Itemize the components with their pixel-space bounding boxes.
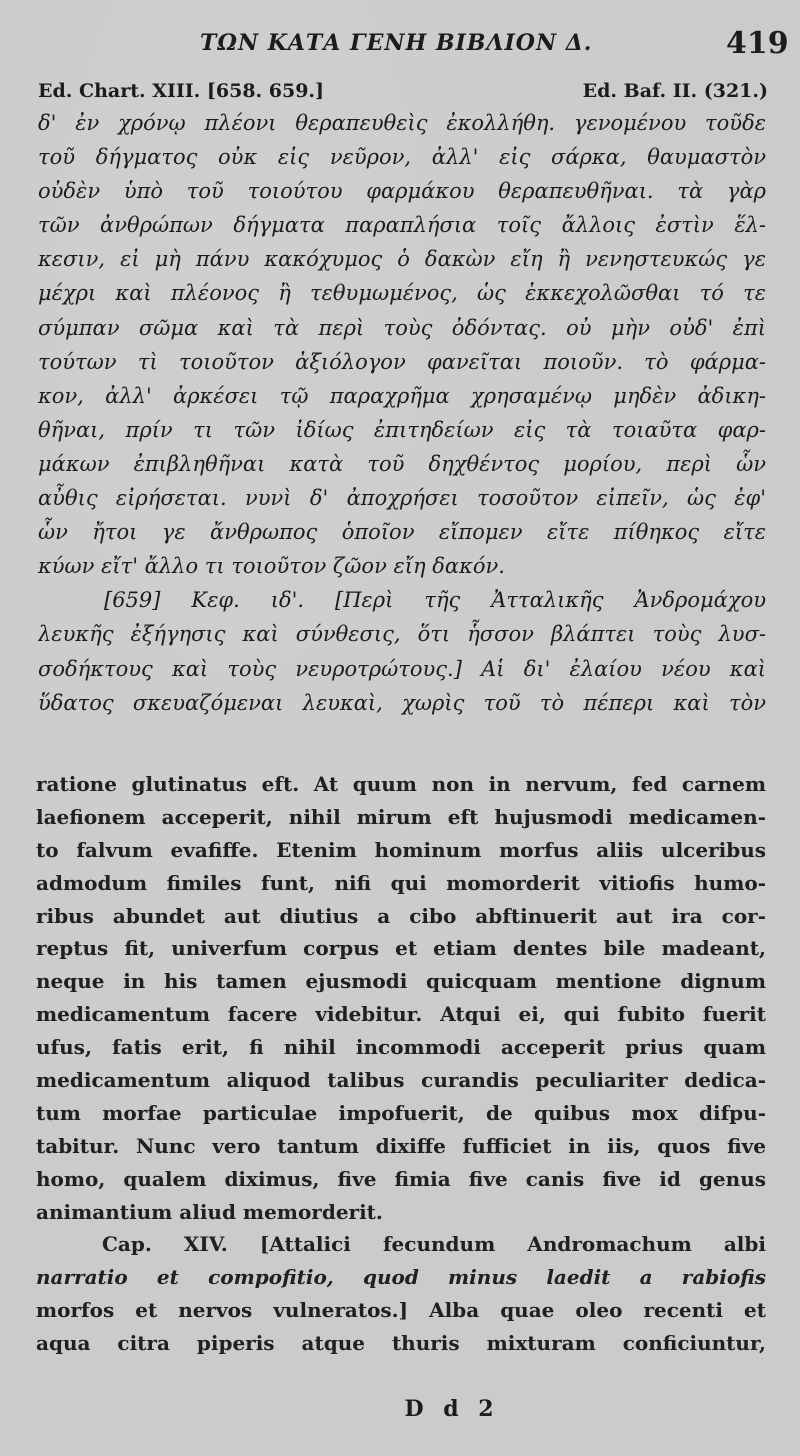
latin-line: ufus, fatis erit, fi nihil incommodi acceperit prius quam: [36, 1035, 766, 1060]
latin-line: medicamentum facere videbitur. Atqui ei, qui fubito fuerit: [36, 1002, 766, 1027]
page-number: 419: [726, 26, 789, 61]
greek-line: ὕδατος σκευαζόμεναι λευκαὶ, χωρὶς τοῦ τὸ πέπερι καὶ τὸν: [38, 690, 766, 715]
latin-line: reptus fit, univerfum corpus et etiam dentes bile madeant,: [36, 936, 766, 961]
latin-text-block: [36, 768, 766, 1360]
latin-line: laefionem acceperit, nihil mirum eft hujusmodi medicamen-: [36, 804, 766, 829]
latin-line: aqua citra piperis atque thuris mixturam conficiuntur,: [36, 1331, 766, 1356]
greek-line: μέχρι καὶ πλέονος ἢ τεθυμωμένος, ὡς ἐκκεχολῶσθαι τό τε: [38, 281, 766, 306]
signature-mark: [0, 1396, 800, 1422]
latin-line: morfos et nervos vulneratos.] Alba quae oleo recenti et: [36, 1298, 766, 1323]
greek-line: θῆναι, πρίν τι τῶν ἰδίως ἐπιτηδείων εἰς τὰ τοιαῦτα φαρ-: [38, 417, 766, 442]
latin-line: animantium aliud memorderit.: [36, 1199, 383, 1224]
greek-line: αὖθις εἰρήσεται. νυνὶ δ' ἀποχρήσει τοσοῦτον εἰπεῖν, ὡς ἐφ': [38, 486, 766, 511]
greek-line: σοδήκτους καὶ τοὺς νευροτρώτους.] Αἱ δι' ἐλαίου νέου καὶ: [38, 656, 766, 681]
latin-line: to falvum evafiffe. Etenim hominum morfus aliis ulceribus: [36, 837, 766, 862]
latin-line: neque in his tamen ejusmodi quicquam mentione dignum: [36, 969, 766, 994]
running-header: [0, 24, 800, 60]
header-title: ΤΩΝ ΚΑΤΑ ΓΕΝΗ ΒΙΒΛΙΟΝ Δ.: [200, 30, 593, 56]
greek-line: μάκων ἐπιβληθῆναι κατὰ τοῦ δηχθέντος μορίου, περὶ ὧν: [38, 451, 766, 476]
edition-reference-row: [38, 80, 768, 106]
latin-line: medicamentum aliquod talibus curandis peculiariter dedica-: [36, 1068, 766, 1093]
edition-basel-ref: Ed. Baf. II. (321.): [582, 80, 768, 102]
latin-line: admodum fimiles funt, nifi qui momorderit vitiofis humo-: [36, 870, 766, 895]
signature-text: D d 2: [404, 1396, 500, 1422]
greek-line: ὧν ἤτοι γε ἄνθρωπος ὁποῖον εἴπομεν εἴτε πίθηκος εἴτε: [38, 520, 766, 545]
greek-line: τῶν ἀνθρώπων δήγματα παραπλήσια τοῖς ἄλλοις ἐστὶν ἕλ-: [38, 213, 766, 238]
greek-line: κον, ἀλλ' ἀρκέσει τῷ παραχρῆμα χρησαμένῳ μηδὲν ἀδικη-: [38, 383, 766, 408]
greek-line: οὐδὲν ὑπὸ τοῦ τοιούτου φαρμάκου θεραπευθῆναι. τὰ γὰρ: [38, 179, 766, 204]
latin-line: tum morfae particulae impofuerit, de quibus mox difpu-: [36, 1100, 766, 1125]
greek-line: δ' ἐν χρόνῳ πλέονι θεραπευθεὶς ἐκολλήθη. γενομένου τοῦδε: [38, 111, 766, 135]
greek-line: κεσιν, εἰ μὴ πάνυ κακόχυμος ὁ δακὼν εἴη ἢ νενηστευκώς γε: [38, 247, 766, 272]
greek-line: τοῦ δήγματος οὐκ εἰς νεῦρον, ἀλλ' εἰς σάρκα, θαυμαστὸν: [38, 145, 766, 170]
edition-chartier-ref: Ed. Chart. XIII. [658. 659.]: [38, 80, 325, 102]
latin-line: ratione glutinatus eft. At quum non in nervum, fed carnem: [36, 772, 766, 796]
greek-line: σύμπαν σῶμα καὶ τὰ περὶ τοὺς ὀδόντας. οὐ μὴν οὐδ' ἐπὶ: [38, 315, 766, 340]
greek-line: κύων εἴτ' ἄλλο τι τοιοῦτον ζῶον εἴη δακόν.: [38, 554, 505, 579]
greek-line: τούτων τὶ τοιοῦτον ἀξιόλογον φανεῖται ποιοῦν. τὸ φάρμα-: [38, 349, 766, 374]
latin-line: homo, qualem diximus, five fimia five canis five id genus: [36, 1166, 766, 1191]
latin-chapter-heading-line: Cap. XIV. [Attalici fecundum Andromachum albi: [102, 1232, 766, 1257]
greek-line: λευκῆς ἐξήγησις καὶ σύνθεσις, ὅτι ἧσσον βλάπτει τοὺς λυσ-: [38, 622, 766, 647]
latin-line: ribus abundet aut diutius a cibo abftinuerit aut ira cor-: [36, 903, 766, 928]
latin-chapter-heading-line: narratio et compofitio, quod minus laedit a rabiofis: [36, 1265, 766, 1290]
greek-text-block: [38, 106, 766, 720]
latin-line: tabitur. Nunc vero tantum dixiffe fufficiet in iis, quos five: [36, 1133, 766, 1158]
greek-chapter-heading-line: [659] Κεφ. ιδ'. [Περὶ τῆς Ἀτταλικῆς Ἀνδρομάχου: [104, 588, 766, 613]
